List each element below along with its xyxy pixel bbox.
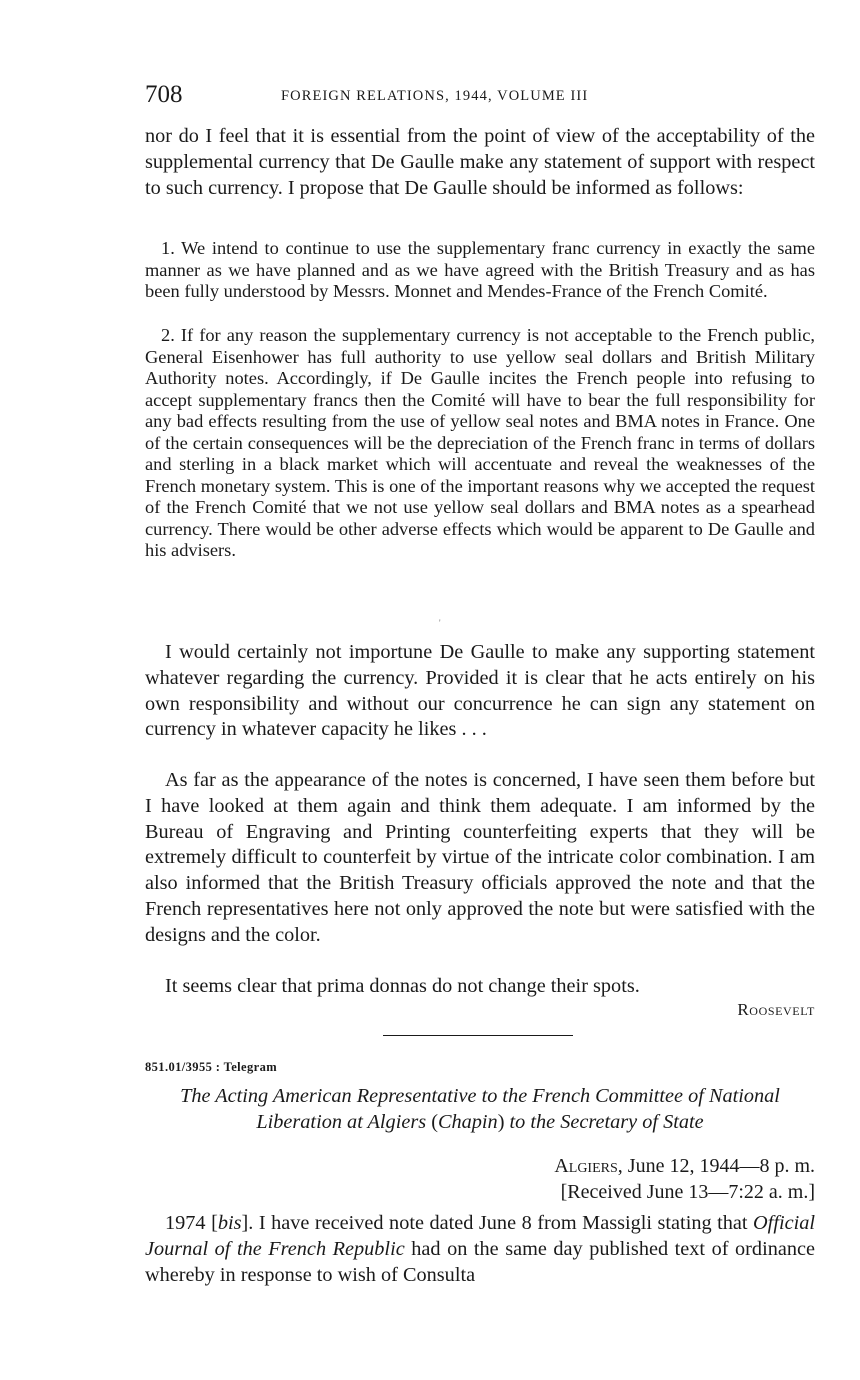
running-head: FOREIGN RELATIONS, 1944, VOLUME III (281, 88, 589, 104)
telegram-bis: bis (217, 1212, 242, 1234)
paragraph-prima-donnas: It seems clear that prima donnas do not change their spots. (165, 975, 640, 997)
dateline (554, 1153, 815, 1179)
paragraph-intro: nor do I feel that it is essential from the point of view of the acceptability of the supplemental currency that De Gaulle make any statement of support with respect to such currency. I propose that De Gaulle should be informed as follows: (145, 125, 815, 199)
dateline-date: , June 12, 1944—8 p. m. (617, 1155, 815, 1177)
telegram-body (145, 1211, 815, 1288)
paragraph-notes-appearance: As far as the appearance of the notes is concerned, I have seen them before but I have looked at them again and think them adequate. I am informed by the Bureau of Engraving and Printing counterfeiting experts that they will be extremely difficult to counterfeit by virtue of the intricate color combination. I am also informed that the British Treasury officials approved the note and that the French representatives here not only approved the note but were satisfied with the designs and the color. (145, 769, 815, 946)
title-paren-open: ( (426, 1111, 438, 1133)
received-line: [Received June 13—7:22 a. m.] (560, 1181, 815, 1203)
title-name-chapin: Chapin (437, 1111, 498, 1133)
quoted-point-1: 1. We intend to continue to use the supplementary franc currency in exactly the same manner as we have planned and as we have agreed with the British Treasury and as has been fully understood by Messrs. Monnet and Mendes-France of the French Comité. (145, 238, 815, 301)
page-header (145, 80, 815, 114)
file-reference: 851.01/3955 : Telegram (145, 1060, 278, 1074)
paragraph-importune: I would certainly not importune De Gaulle to make any supporting statement whatever regarding the currency. Provided it is clear that he acts entirely on his own responsibility and without our concurrence he can sign any statement on currency in whatever capacity he likes . . . (145, 641, 815, 741)
title-part-2: to the Secretary of State (509, 1111, 704, 1133)
title-part-1: The Acting American Representative to the French Committee of National Liberation at Algiers (180, 1085, 780, 1133)
page-number: 708 (145, 81, 183, 108)
telegram-title (145, 1083, 815, 1135)
telegram-number: 1974 [ (165, 1212, 218, 1234)
signature-roosevelt: Roosevelt (737, 1000, 815, 1019)
telegram-body-text-2: had on the same day published text of ordinance whereby in response to wish of Consulta (145, 1237, 815, 1286)
stray-mark: ' (439, 618, 441, 628)
official-journal-title: Official Journal of the French Republic (145, 1212, 815, 1260)
section-divider (383, 1035, 573, 1036)
dateline-place: Algiers (554, 1155, 618, 1177)
quoted-point-2: 2. If for any reason the supplementary currency is not acceptable to the French public, General Eisenhower has full authority to use yellow seal dollars and British Military Authority notes. Accordingly, if De Gaulle incites the French people into refusing to accept supplementary francs then the Comité will have to bear the full responsibility for any bad effects resulting from the use of yellow seal notes and BMA notes in France. One of the certain consequences will be the depreciation of the French franc in terms of dollars and sterling in a black market which will accentuate and reveal the weaknesses of the French monetary system. This is one of the important reasons why we accepted the request of the French Comité that we not use yellow seal dollars and BMA notes as a spearhead currency. There would be other adverse effects which would be apparent to De Gaulle and his advisers. (145, 325, 815, 560)
title-paren-close: ) (497, 1111, 510, 1133)
telegram-body-text-1: ]. I have received note dated June 8 from Massigli stating that (241, 1212, 754, 1234)
